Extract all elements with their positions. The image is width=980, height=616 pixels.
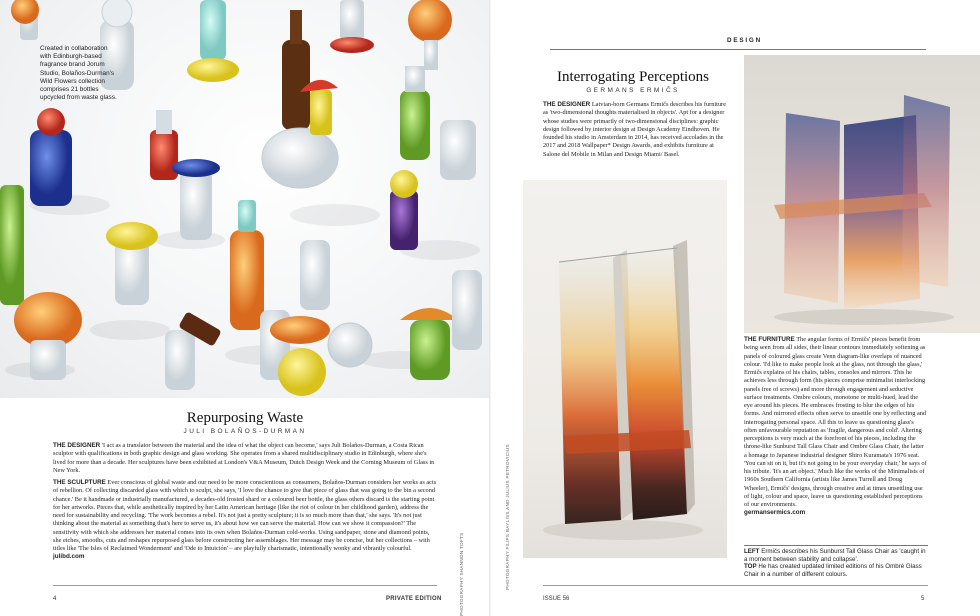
website-link[interactable]: julibd.com (53, 553, 85, 561)
furniture-text: The angular forms of Ermičs' pieces benefit from being seen from all sides, their linear contours immediately softening as panels of coloured glass create Venn diagram-like overlaps of nuanced colour. 'I'd like to make people look at the glass, not through the glass,' Ermičs explains of his chairs, tables, consoles and mirrors. This he achieves less through form (his pieces comprise minimalist interlocking panels free of screws) and more through engagement and seductive surface treatments. Ombre colours, monotone or multi-hued, lead the eye around his pieces. He embraces frosting to blur the edges of his forms. And mirrored effects often serve to unsettle one by reflecting and interrogating personal space. All this to leave us questioning glass's often unfavourable reputation as 'fragile, dangerous and cold'. Altering perceptions is very much at the forefront of his pieces, including the throne-like Sunburst Tall Glass Chair and Ombre Glass Chair, the latter a homage to Japanese industrial designer Shiro Kuramata's 1976 seat. 'You can sit on it, but it's not going to be your everyday chair,' he says of his tribute. 'It's an art object.' Much like the works of the Minimalists of 1960s Southern California (artists like James Turrell and Doug Wheeler), Ermičs' designs, through creative and at times unsettling use of light, colour and space, leave us questioning established perceptions of our environments. (744, 336, 927, 508)
designer-lead: THE DESIGNER (53, 442, 101, 449)
glass-bottles-photo (0, 0, 490, 398)
designer-paragraph-right (543, 101, 731, 159)
section-rule (550, 49, 926, 50)
sculpture-text: Ever conscious of global waste and our need to be more conscientious as consumers, Bolaños-Durman considers her works as acts of rebellion. Of collecting discarded glass with which to sculpt, she says, 'I love the chance to give that piece of glass that was going to the bin a second chance.' Be it handmade or industrially manufactured, a decades-old frosted shard or a coloured beer bottle, the glass others discard is the starting point for her artworks. Pieces that, while aesthetically inspired by her Latin American heritage (like the riot of colour in her childhood garden), address the need for sustainability and recycling. 'The work becomes a rebel. It's not just a pretty sculpture; it is so much more than that,' she says. 'It's not just thinking about the material as something that's here to serve us, it's about how we can serve the material. How can we show it compassion?' The sensitivity with which she addresses her material comes into its own when Bolaños-Durman cold-works. Using sandpaper, stone and diamond points, she etches, smooths, cuts and reshapes repurposed glass before constructing her assemblages. Her message may be concise, but her collections – with titles like 'The Isles of Reclaimed Wonderment' and 'Ode to Intuición' – are playfully charismatic, intentionally wonky and vibrantly colourful. (53, 479, 437, 552)
caption-rule (744, 545, 928, 546)
page-gutter (489, 0, 491, 616)
footer-rule-right (543, 585, 928, 586)
furniture-paragraph (744, 336, 928, 518)
furniture-lead: THE FURNITURE (744, 336, 795, 343)
issue-label: ISSUE 56 (543, 596, 570, 602)
designer-name: JULI BOLAÑOS-DURMAN (183, 428, 307, 435)
section-label: DESIGN (727, 37, 762, 44)
sculpture-paragraph (53, 479, 437, 562)
photo-credit-right: PHOTOGRAPHY FILIPS BAYLISS AND JULIUS PETROVICIUS (505, 444, 510, 590)
website-link-right[interactable]: germansermics.com (744, 509, 806, 517)
designer-text-right: Latvian-born Germans Ermičs describes his furniture as 'two-dimensional thoughts materialised in objects'. Apt for a designer whose studies were primarily of two-dimensional disciplines: graphic design followed by interior design at Design Academy Eindhoven. He founded his studio in Amsterdam in 2014, has received accolades in the 2017 and 2018 Wallpaper* Design Awards, and exhibits furniture at Salone del Mobile in Milan and Design Miami/ Basel. (543, 101, 726, 158)
caption-top-lead: TOP (744, 563, 757, 571)
caption-left-lead: LEFT (744, 548, 760, 555)
edition-label: PRIVATE EDITION (386, 596, 442, 602)
article-title-right: Interrogating Perceptions (556, 69, 710, 85)
sculpture-lead: THE SCULPTURE (53, 479, 106, 486)
photo-credit: PHOTOGRAPHY SHANNON TOFTS (459, 532, 464, 616)
designer-paragraph (53, 442, 437, 475)
article-title: Repurposing Waste (186, 410, 304, 426)
photo-captions-right (744, 548, 928, 578)
sunburst-chair-photo (523, 180, 727, 558)
ombre-chair-illustration (744, 55, 980, 333)
photo-caption: Created in collaboration with Edinburgh-based fragrance brand Jorum Studio, Bolaños-Durman's Wild Flowers collection comprises 21 bottles upcycled from waste glass. (40, 45, 117, 102)
sunburst-chair-illustration (523, 180, 727, 558)
page-number: 4 (53, 596, 57, 602)
page-number-right: 5 (921, 596, 925, 602)
designer-lead-right: THE DESIGNER (543, 101, 591, 108)
caption-left-text: Ermičs describes his Sunburst Tall Glass Chair as 'caught in a moment between stability and collapse'. (744, 548, 926, 563)
footer-rule (53, 585, 437, 586)
caption-top-text: He has created updated limited editions of his Ombré Glass Chair in a number of different colours. (744, 563, 922, 578)
designer-text: 'I act as a translator between the material and the idea of what the object can become,' says Juli Bolaños-Durman, a Costa Rican sculptor with qualifications in both graphic design and glass working. She operates from a shared multidisciplinary studio in Edinburgh, where she's lived for more than a decade. Her sculptures have been exhibited at London's V&A Museum, Dutch Design Week and the Corning Museum of Glass in New York. (53, 442, 435, 474)
article-body (53, 442, 437, 566)
ombre-chair-photo (744, 55, 980, 333)
designer-name-right: GERMANS ERMIČS (586, 87, 680, 94)
